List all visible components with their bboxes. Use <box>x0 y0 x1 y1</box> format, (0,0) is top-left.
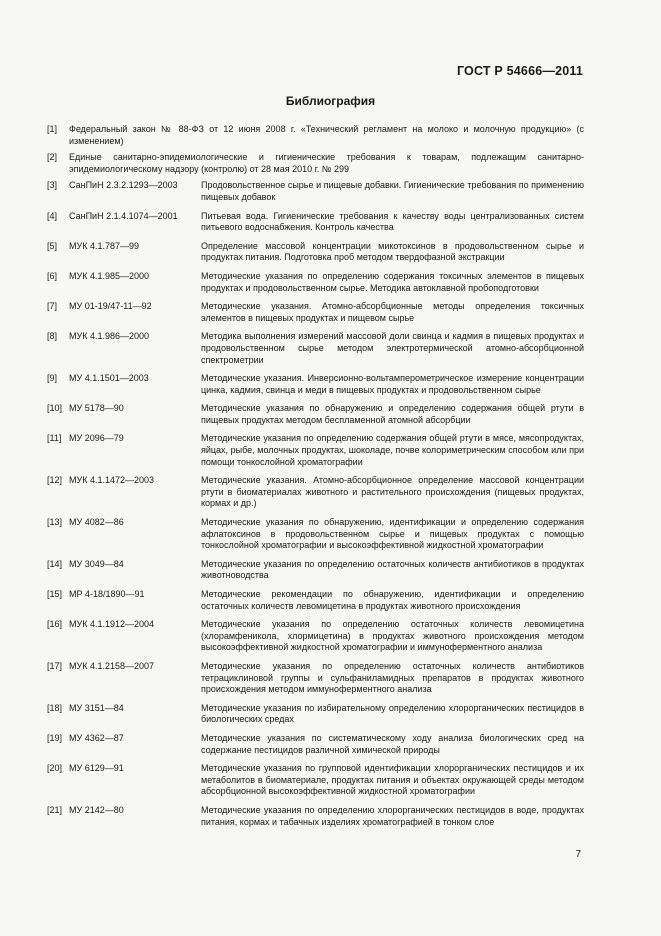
bibliography-entry <box>47 403 584 426</box>
entry-text: Методические указания по групповой идентификации хлорорганических пестицидов и их метаболитов в биоматериале, продуктах питания и объектах окружающей среды методом абсорбционной высокоэффективной жидкостной хроматографии <box>201 763 584 797</box>
entry-code: МУ 01-19/47-11—92 <box>69 301 152 312</box>
bibliography-entry <box>47 331 584 366</box>
entry-text: Определение массовой концентрации микотоксинов в продовольственном сырье и продуктах питания. Подготовка проб методом твердофазной экстракции <box>201 240 584 263</box>
entry-code: МУК 4.1.1472—2003 <box>69 475 155 486</box>
bibliography-entry <box>47 589 584 612</box>
bibliography-entry <box>47 517 584 552</box>
entry-text: Методические рекомендации по обнаружению, идентификации и определению остаточных количеств левомицетина в продуктах животного происхождения <box>201 589 584 611</box>
bibliography-entry <box>47 301 584 324</box>
entry-text: Методические указания по определению остаточных количеств антибиотиков тетрациклиновой группы и сульфаниламидных препаратов в продуктах животного происхождения методом иммуноферментного анализа <box>201 660 584 695</box>
entry-code: МУ 2142—80 <box>69 804 124 815</box>
bibliography-entry <box>47 433 584 468</box>
entry-number: [12] <box>47 475 63 486</box>
entry-number: [14] <box>47 558 63 569</box>
entry-number: [20] <box>47 763 63 774</box>
bibliography-entry <box>47 805 584 828</box>
entry-text: Методические указания по обнаружению и определению содержания общей ртути в пищевых продуктах методом беспламенной атомной абсорбции <box>201 403 584 425</box>
entry-number: [13] <box>47 517 63 528</box>
entry-number: [3] <box>47 180 58 191</box>
entry-code: МУ 4362—87 <box>69 732 124 743</box>
entry-text: Методические указания. Атомно-абсорбционное определение массовой концентрации ртути в биоматериалах животного и растительного происхождения (пищевых продуктах, кормах и др.) <box>201 475 584 509</box>
bibliography-entry <box>47 475 584 510</box>
entry-number: [8] <box>47 331 58 342</box>
entry-text: Единые санитарно-эпидемиологические и гигиенические требования к товарам, подлежащим санитарно-эпидемиологическому надзору (контролю) от 28 мая 2010 г. № 299 <box>69 152 584 174</box>
entry-number: [19] <box>47 732 63 743</box>
bibliography-list <box>47 124 584 835</box>
entry-number: [21] <box>47 804 63 815</box>
page-title: Библиография <box>285 94 376 108</box>
bibliography-entry <box>47 763 584 798</box>
bibliography-entry <box>47 271 584 294</box>
entry-code: МУК 4.1.2158—2007 <box>69 660 155 671</box>
entry-number: [18] <box>47 702 63 713</box>
entry-code: МУК 4.1.986—2000 <box>69 331 150 342</box>
bibliography-entry <box>47 373 584 396</box>
entry-text: Федеральный закон № 88-ФЗ от 12 июня 2008 г. «Технический регламент на молоко и молочную продукцию» (с изменением) <box>69 124 584 146</box>
entry-code: МУ 6129—91 <box>69 763 124 774</box>
entry-text: Продовольственное сырье и пищевые добавки. Гигиенические требования по применению пищевых добавок <box>201 180 584 202</box>
entry-number: [15] <box>47 589 63 599</box>
bibliography-entry <box>47 619 584 654</box>
entry-text: Методические указания по определению остаточных количеств антибиотиков в продуктах животноводства <box>201 558 584 581</box>
entry-number: [9] <box>47 373 58 384</box>
entry-code: СанПиН 2.3.2.1293—2003 <box>69 180 178 191</box>
entry-code: МУ 3151—84 <box>69 702 124 713</box>
entry-text: Методические указания по определению остаточных количеств левомицетина (хлорамфеникола, хлормицетина) в продуктах животного происхождения методом высокоэффективной жидкостной хроматографии и иммуноферментного анализа <box>201 619 584 653</box>
entry-text: Методические указания по избирательному определению хлорорганических пестицидов в биологических средах <box>201 702 584 725</box>
entry-number: [5] <box>47 240 58 251</box>
entry-text: Методические указания по определению содержания токсичных элементов в пищевых продуктах и продовольственном сырье. Методика автоклавной пробоподготовки <box>201 270 584 293</box>
entry-text: Питьевая вода. Гигиенические требования к качеству воды централизованных систем питьевого водоснабжения. Контроль качества <box>201 210 584 233</box>
bibliography-entry <box>47 180 584 203</box>
bibliography-entry <box>47 124 584 147</box>
bibliography-entry <box>47 211 584 234</box>
entry-number: [16] <box>47 619 63 630</box>
entry-text: Методика выполнения измерений массовой доли свинца и кадмия в пищевых продуктах и продовольственном сырье методом электротермической атомно-абсорбционной спектрометрии <box>201 331 584 365</box>
entry-code: МУ 5178—90 <box>69 403 124 414</box>
entry-text: Методические указания по обнаружению, идентификации и определению содержания афлатоксинов в продовольственном сырье и пищевых продуктах с помощью тонкослойной хроматографии и высокоэффективной жидкостной хроматографии <box>201 517 584 551</box>
entry-number: [6] <box>47 270 58 281</box>
entry-text: Методические указания. Атомно-абсорбционные методы определения токсичных элементов в пищевых продуктах и пищевом сырье <box>201 301 584 323</box>
document-code: ГОСТ Р 54666—2011 <box>456 64 583 78</box>
bibliography-entry <box>47 152 584 175</box>
entry-code: МУК 4.1.985—2000 <box>69 270 150 281</box>
entry-number: [2] <box>47 152 58 163</box>
bibliography-entry <box>47 733 584 756</box>
entry-code: МР 4-18/1890—91 <box>69 589 145 599</box>
bibliography-entry <box>47 703 584 726</box>
entry-text: Методические указания. Инверсионно-вольтамперометрическое измерение концентрации цинка, кадмия, свинца и меди в пищевых продуктах и продовольственном сырье <box>201 373 584 395</box>
page-number: 7 <box>575 849 581 860</box>
entry-text: Методические указания по определению хлорорганических пестицидов в воде, продуктах питания, кормах и табачных изделиях хроматографией в тонком слое <box>201 804 584 827</box>
entry-code: МУК 4.1.1912—2004 <box>69 619 155 630</box>
entry-number: [1] <box>47 124 58 134</box>
entry-code: МУ 4.1.1501—2003 <box>69 373 149 384</box>
entry-code: МУ 4082—86 <box>69 517 124 528</box>
entry-text: Методические указания по систематическому ходу анализа биологических сред на содержание пестицидов различной химической природы <box>201 732 584 755</box>
entry-number: [11] <box>47 433 62 444</box>
bibliography-entry <box>47 241 584 264</box>
bibliography-entry <box>47 661 584 696</box>
bibliography-entry <box>47 559 584 582</box>
entry-number: [4] <box>47 210 58 221</box>
entry-number: [17] <box>47 660 63 671</box>
entry-code: СанПиН 2.1.4.1074—2001 <box>69 210 178 221</box>
entry-number: [7] <box>47 301 58 312</box>
entry-number: [10] <box>47 403 63 414</box>
entry-code: МУ 2096—79 <box>69 433 124 444</box>
entry-code: МУ 3049—84 <box>69 558 124 569</box>
entry-text: Методические указания по определению содержания общей ртути в мясе, мясопродуктах, яйцах, рыбе, молочных продуктах, шоколаде, почве колориметрическим способом или при помощи тонкослойной хроматографии <box>201 433 584 467</box>
entry-code: МУК 4.1.787—99 <box>69 240 139 251</box>
